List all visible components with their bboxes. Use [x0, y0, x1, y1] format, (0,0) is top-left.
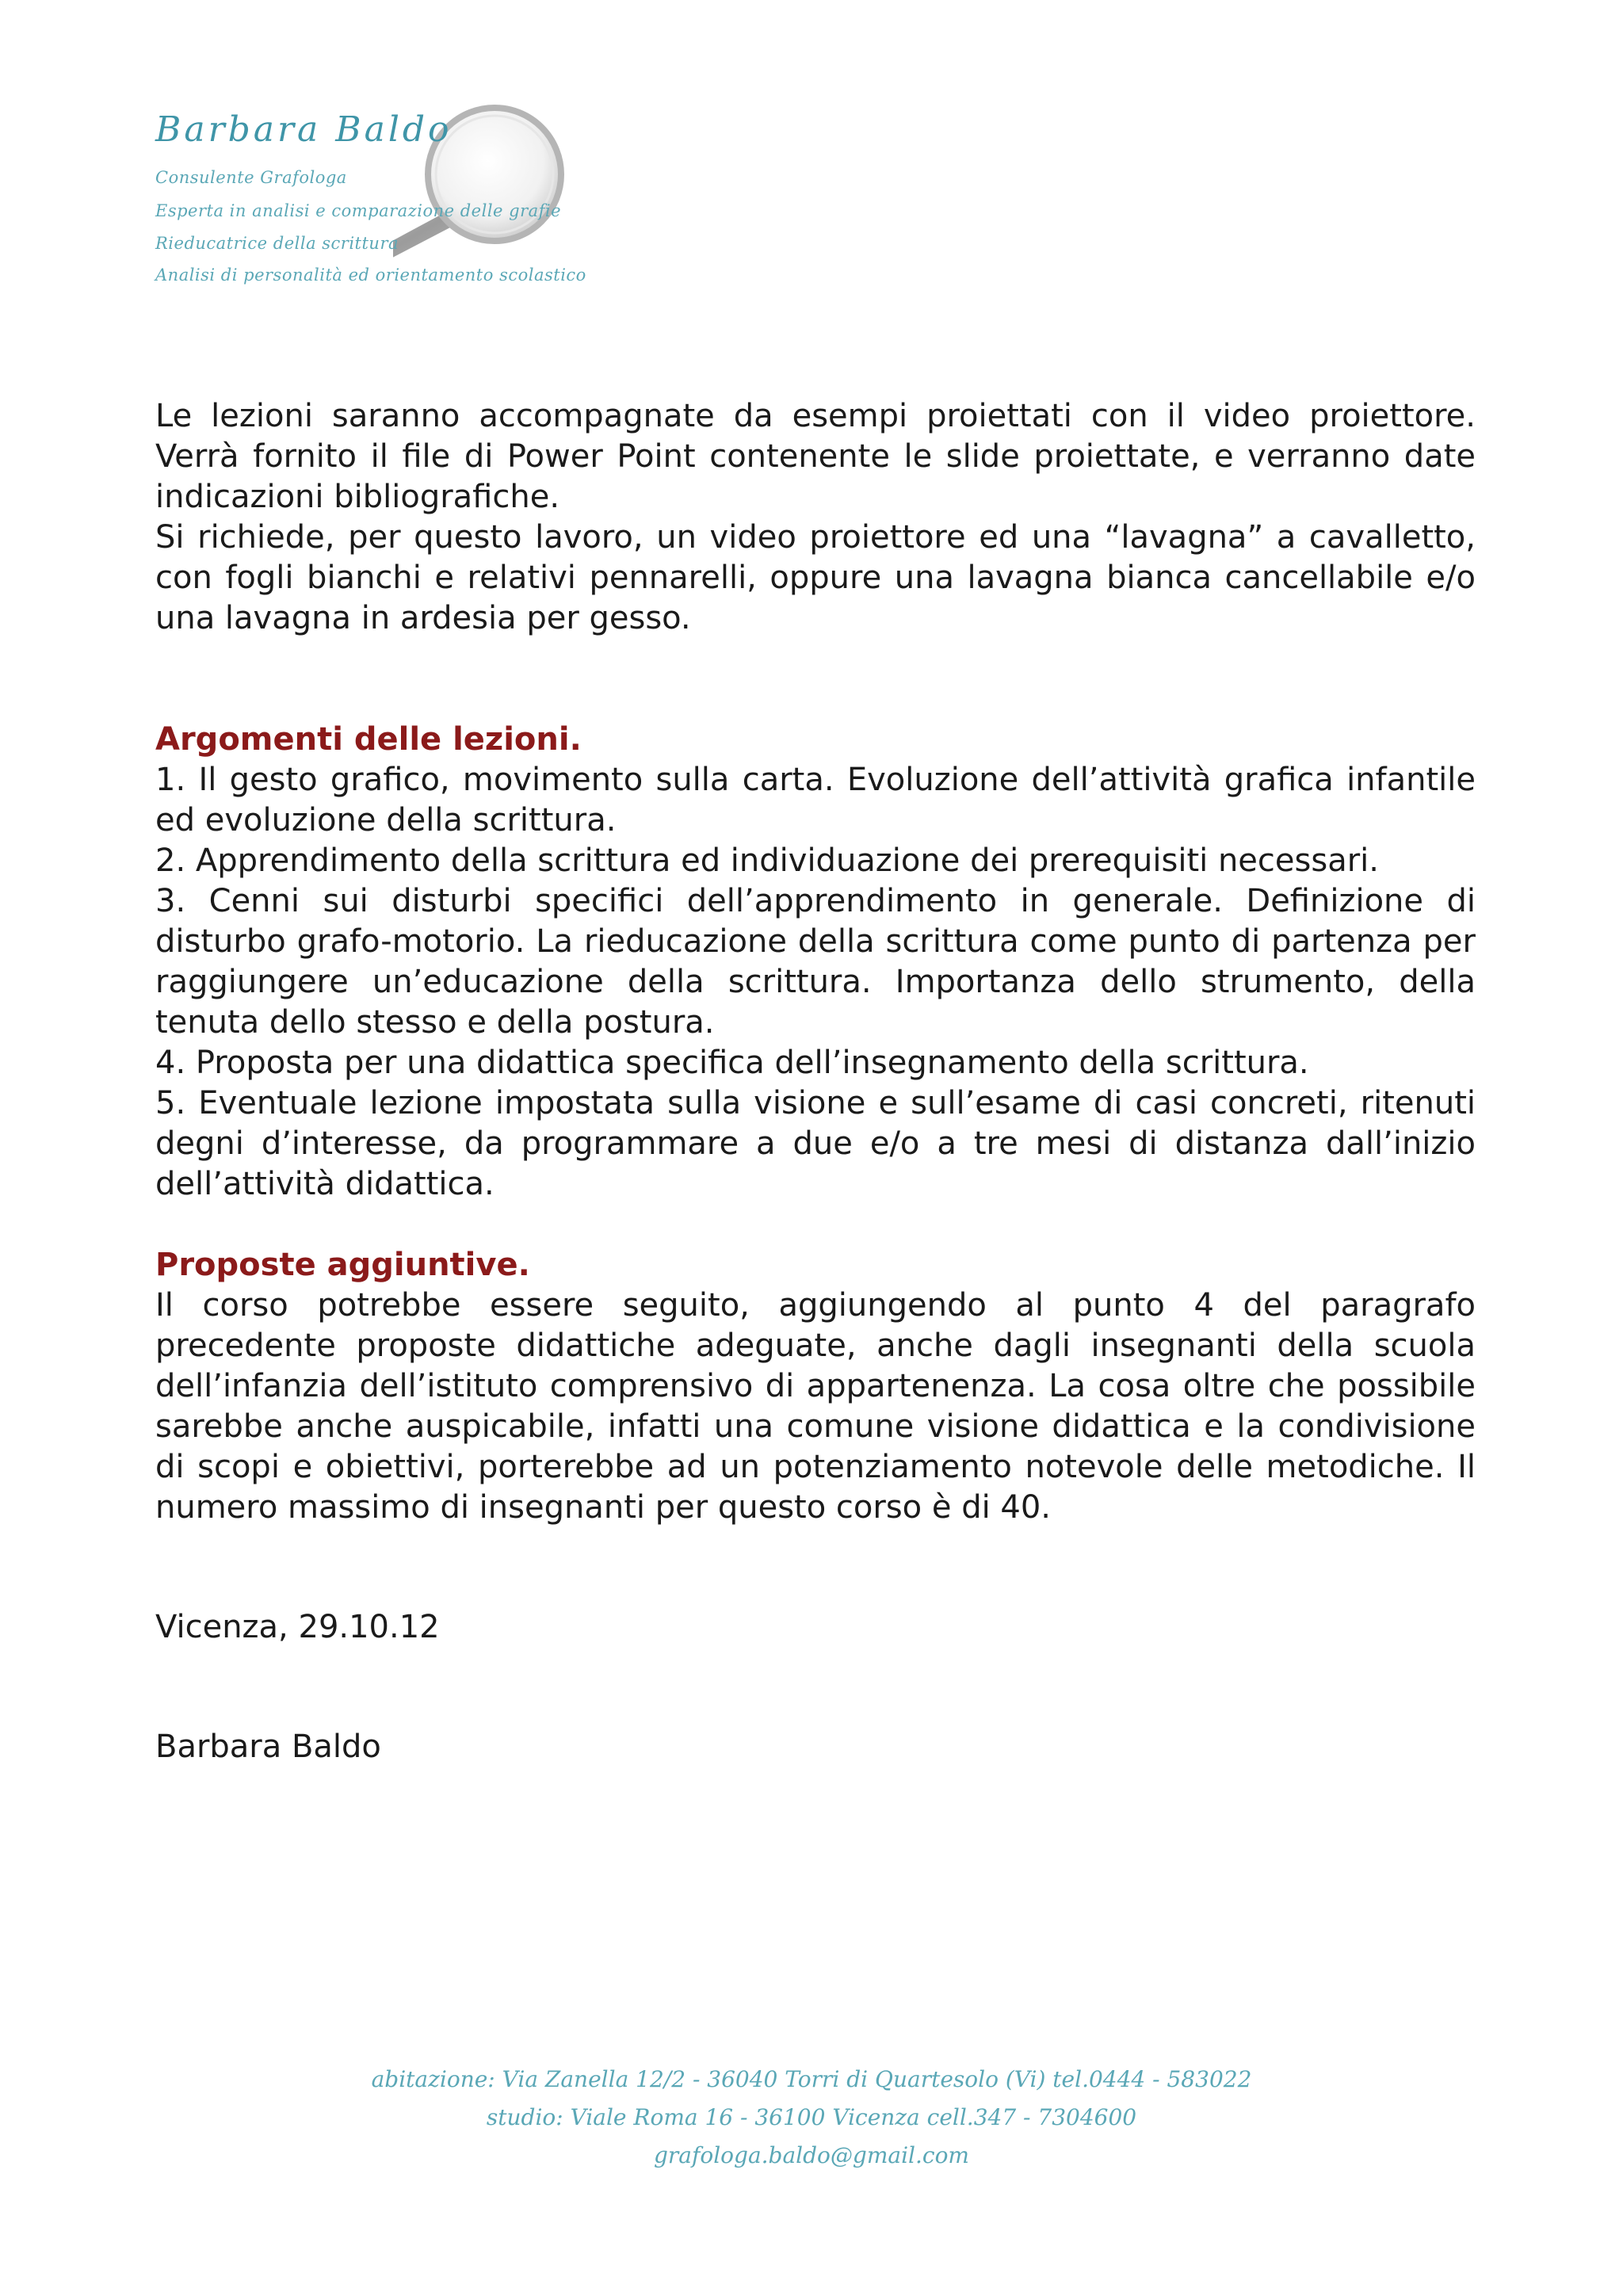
list-item: 3. Cenni sui disturbi specifici dell’apprendimento in generale. Definizione di disturbo grafo-motorio. La rieducazione della scrittura come punto di partenza per raggiungere un’educazione della scrittura. Importanza dello strumento, della tenuta dello stesso e della postura. [155, 883, 1476, 1041]
intro-paragraph-1: Le lezioni saranno accompagnate da esempi proiettati con il video proiettore. Verrà fornito il file di Power Point contenente le slide proiettate, e verranno date indicazioni bibliografiche. [155, 398, 1476, 515]
footer-contacts [0, 2061, 1623, 2175]
section-heading-argomenti: Argomenti delle lezioni. [155, 721, 582, 758]
footer-email: grafologa.baldo@gmail.com [654, 2142, 969, 2168]
document-body [155, 396, 1476, 1767]
letterhead-title-4: Analisi di personalità ed orientamento scolastico [155, 266, 586, 285]
letterhead-title-1: Consulente Grafologa [155, 168, 347, 187]
letterhead [155, 95, 710, 301]
letterhead-name: Barbara Baldo [155, 109, 453, 150]
letterhead-title-2: Esperta in analisi e comparazione delle grafie [155, 201, 562, 220]
list-item: 2. Apprendimento della scrittura ed individuazione dei prerequisiti necessari. [155, 842, 1379, 879]
footer-home-address: abitazione: Via Zanella 12/2 - 36040 Torri di Quartesolo (Vi) tel.0444 - 583022 [371, 2066, 1252, 2092]
signature-name: Barbara Baldo [155, 1729, 381, 1765]
document-date: Vicenza, 29.10.12 [155, 1609, 440, 1645]
list-item: 1. Il gesto grafico, movimento sulla carta. Evoluzione dell’attività grafica infantile ed evoluzione della scrittura. [155, 762, 1476, 839]
list-item: 5. Eventuale lezione impostata sulla visione e sull’esame di casi concreti, ritenuti degni d’interesse, da programmare a due e/o a tre mesi di distanza dall’inizio dell’attività didattica. [155, 1085, 1476, 1202]
section-heading-proposte: Proposte aggiuntive. [155, 1247, 530, 1283]
footer-studio-address: studio: Viale Roma 16 - 36100 Vicenza cell.347 - 7304600 [486, 2104, 1137, 2130]
intro-paragraph-2: Si richiede, per questo lavoro, un video proiettore ed una “lavagna” a cavalletto, con fogli bianchi e relativi pennarelli, oppure una lavagna bianca cancellabile e/o una lavagna in ardesia per gesso. [155, 519, 1476, 636]
list-item: 4. Proposta per una didattica specifica dell’insegnamento della scrittura. [155, 1045, 1309, 1081]
letterhead-title-3: Rieducatrice della scrittura [155, 234, 399, 253]
proposte-paragraph: Il corso potrebbe essere seguito, aggiungendo al punto 4 del paragrafo precedente proposte didattiche adeguate, anche dagli insegnanti della scuola dell’infanzia dell’istituto comprensivo di appartenenza. La cosa oltre che possibile sarebbe anche auspicabile, infatti una comune visione didattica e la condivisione di scopi e obiettivi, porterebbe ad un potenziamento notevole delle metodiche. Il numero massimo di insegnanti per questo corso è di 40. [155, 1287, 1476, 1526]
